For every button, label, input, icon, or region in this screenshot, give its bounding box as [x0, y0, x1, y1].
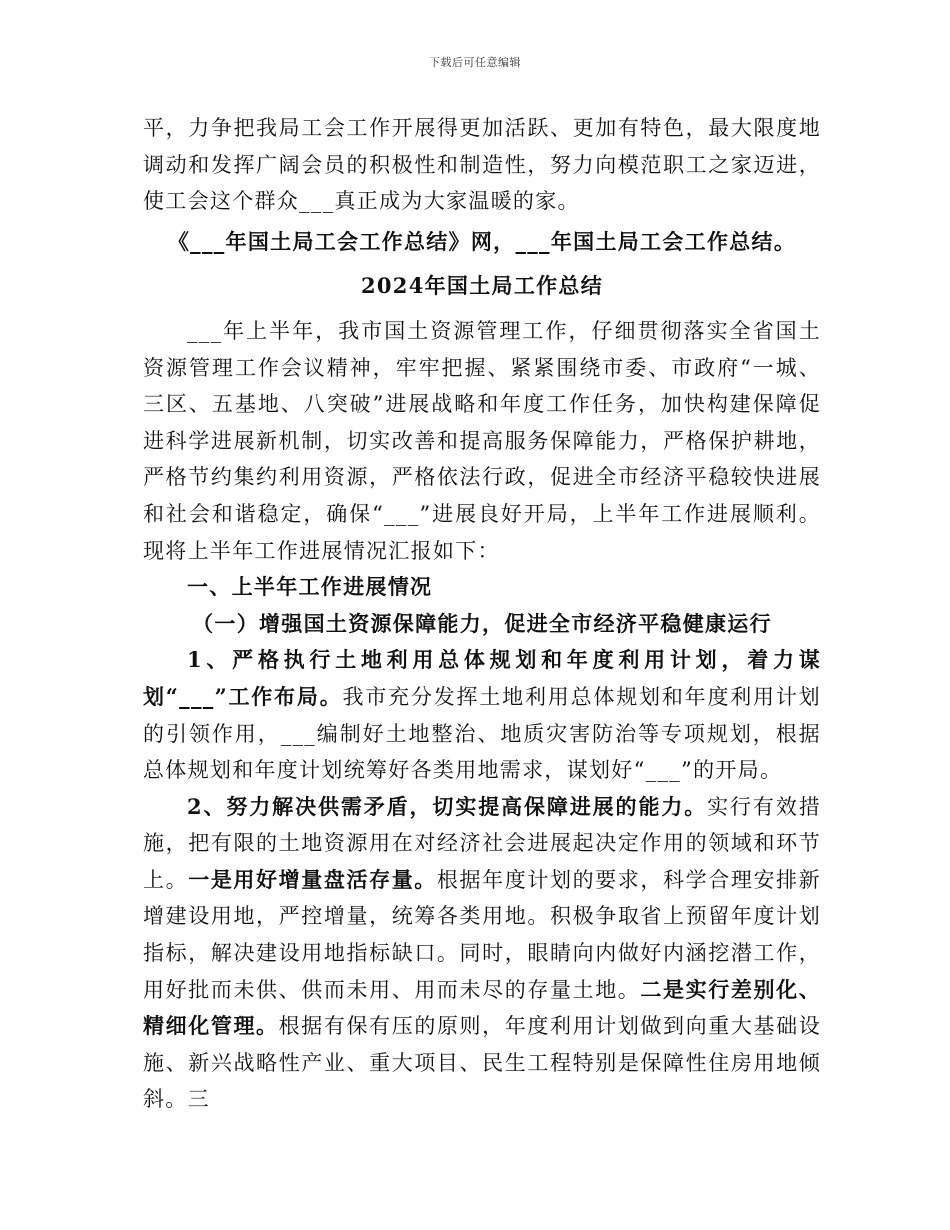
article-link-line[interactable]: 《___年国土局工会工作总结》网，___年国土局工会工作总结。: [167, 228, 797, 254]
intro-paragraph: 平，力争把我局工会工作开展得更加活跃、更加有特色，最大限度地调动和发挥广阔会员的积极性和制造性，努力向模范职工之家迈进，使工会这个群众___真正成为大家温暖的家。: [143, 116, 821, 214]
item-1-lead: 1、严格执行土地利用总体规划和年度利用计划，着力谋划“___”工作布局。: [143, 647, 821, 709]
section-heading-1: 一、上半年工作进展情况: [187, 574, 433, 600]
subsection-heading-1: （一）增强国土资源保障能力，促进全市经济平稳健康运行: [192, 610, 772, 636]
item-2-sub1-lead: 一是用好增量盘活存量。: [188, 866, 437, 892]
item-2-sub2-lead: 二是实行差别化、精细化管理。: [143, 976, 821, 1039]
item-2-text: 实行有效措施，把有限的土地资源用在对经济社会进展起决定作用的领域和环节上。: [143, 794, 822, 892]
document-title: 2024年国土局工作总结: [360, 273, 604, 299]
item-1-paragraph: [143, 642, 821, 788]
document-body: [143, 110, 821, 1118]
item-2-sub1-text: 根据年度计划的要求，科学合理安排新增建设用地，严控增量，统筹各类用地。积极争取省上预留年度计划指标，解决建设用地指标缺口。同时，眼睛向内做好内涵挖潜工作，用好批而未供、供而未用、用而未尽的存量土地。: [143, 867, 821, 1002]
page-header-note: 下载后可任意编辑: [429, 56, 521, 69]
item-2-sub2-text: 根据有保有压的原则，年度利用计划做到向重大基础设施、新兴战略性产业、重大项目、民生工程特别是保障性住房用地倾斜。三: [143, 1014, 821, 1112]
item-1-text: 我市充分发挥土地利用总体规划和年度利用计划的引领作用，___编制好土地整治、地质灾害防治等专项规划，根据总体规划和年度计划统筹好各类用地需求，谋划好“___”的开局。: [143, 684, 821, 783]
summary-paragraph: ___年上半年，我市国土资源管理工作，仔细贯彻落实全省国土资源管理工作会议精神，牢牢把握、紧紧围绕市委、市政府“一城、三区、五基地、八突破”进展战略和年度工作任务，加快构建保障促进科学进展新机制，切实改善和提高服务保障能力，严格保护耕地，严格节约集约利用资源，严格依法行政，促进全市经济平稳较快进展和社会和谐稳定，确保“___”进展良好开局，上半年工作进展顺利。现将上半年工作进展情况汇报如下：: [143, 318, 821, 563]
item-2-paragraph: [143, 789, 821, 1118]
item-2-lead: 2、努力解决供需矛盾，切实提高保障进展的能力。: [187, 793, 708, 819]
